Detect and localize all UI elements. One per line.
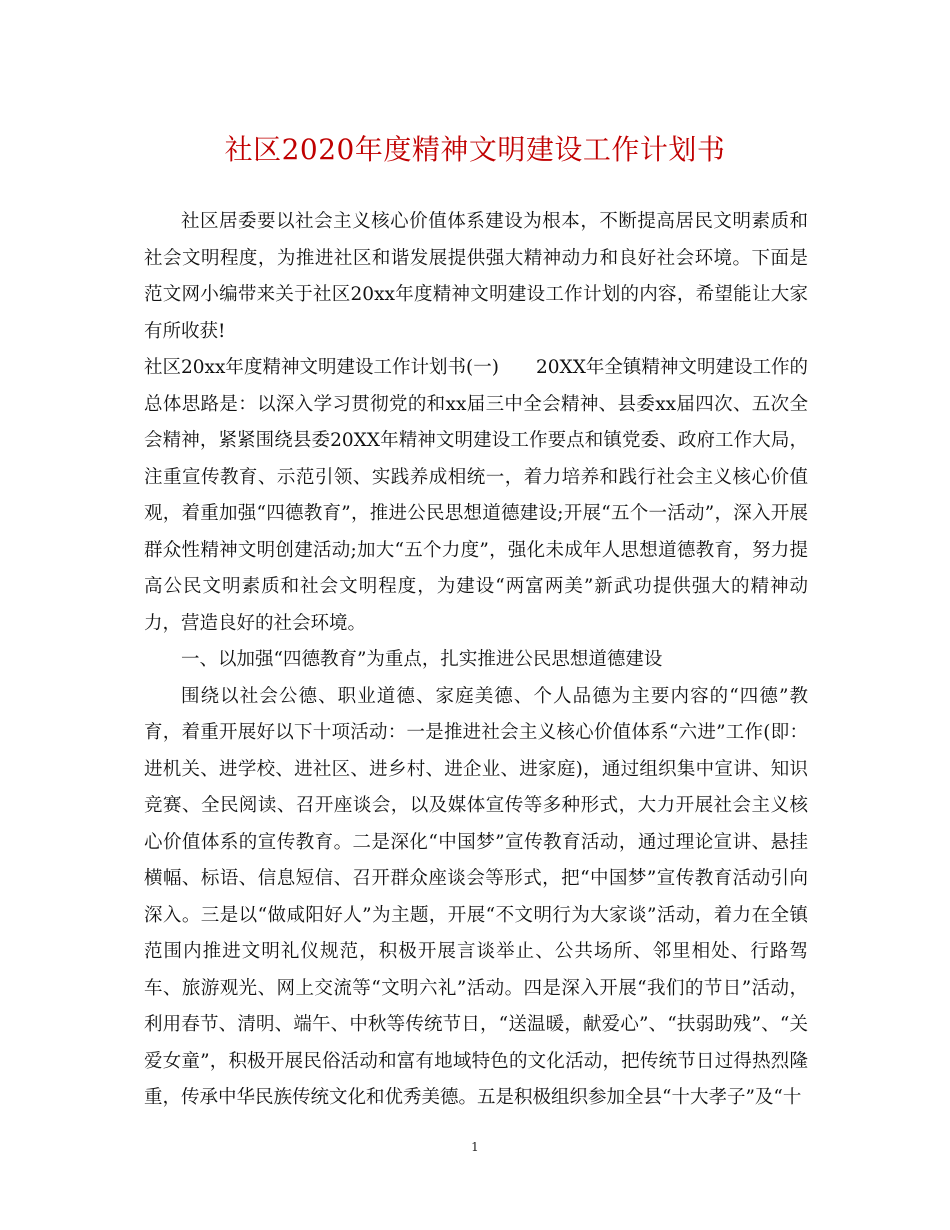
page-number: 1 (471, 1140, 479, 1154)
paragraph-four-virtues: 围绕以社会公德、职业道德、家庭美德、个人品德为主要内容的“四德”教育，着重开展好以下十项活动：一是推进社会主义核心价值体系“六进”工作(即：进机关、进学校、进社区、进乡村、进企业、进家庭)，通过组织集中宣讲、知识竞赛、全民阅读、召开座谈会，以及媒体宣传等多种形式，大力开展社会主义核心价值体系的宣传教育。二是深化“中国梦”宣传教育活动，通过理论宣讲、悬挂横幅、标语、信息短信、召开群众座谈会等形式，把“中国梦”宣传教育活动引向深入。三是以“做咸阳好人”为主题，开展“不文明行为大家谈”活动，着力在全镇范围内推进文明礼仪规范，积极开展言谈举止、公共场所、邻里相处、行路驾车、旅游观光、网上交流等“文明六礼”活动。四是深入开展“我们的节日”活动，利用春节、清明、端午、中秋等传统节日，“送温暖，献爱心”、“扶弱助残”、“关爱女童”，积极开展民俗活动和富有地域特色的文化活动，把传统节日过得热烈隆重，传承中华民族传统文化和优秀美德。五是积极组织参加全县“十大孝子”及“十 (144, 685, 808, 1108)
section-heading-one: 一、以加强“四德教育”为重点，扎实推进公民思想道德建设 (181, 649, 663, 670)
paragraph-intro: 社区居委要以社会主义核心价值体系建设为根本，不断提高居民文明素质和社会文明程度，为推进社区和谐发展提供强大精神动力和良好社会环境。下面是范文网小编带来关于社区20xx年度精神文明建设工作计划的内容，希望能让大家有所收获! (144, 211, 808, 342)
document-body (144, 204, 808, 1117)
document-title: 社区2020年度精神文明建设工作计划书 (224, 133, 726, 166)
paragraph-plan-overview: 社区20xx年度精神文明建设工作计划书(一) 20XX年全镇精神文明建设工作的总体思路是：以深入学习贯彻党的和xx届三中全会精神、县委xx届四次、五次全会精神，紧紧围绕县委20XX年精神文明建设工作要点和镇党委、政府工作大局，注重宣传教育、示范引领、实践养成相统一，着力培养和践行社会主义核心价值观，着重加强“四德教育”，推进公民思想道德建设;开展“五个一活动”，深入开展群众性精神文明创建活动;加大“五个力度”，强化未成年人思想道德教育，努力提高公民文明素质和社会文明程度，为建设“两富两美”新武功提供强大的精神动力，营造良好的社会环境。 (144, 357, 808, 634)
